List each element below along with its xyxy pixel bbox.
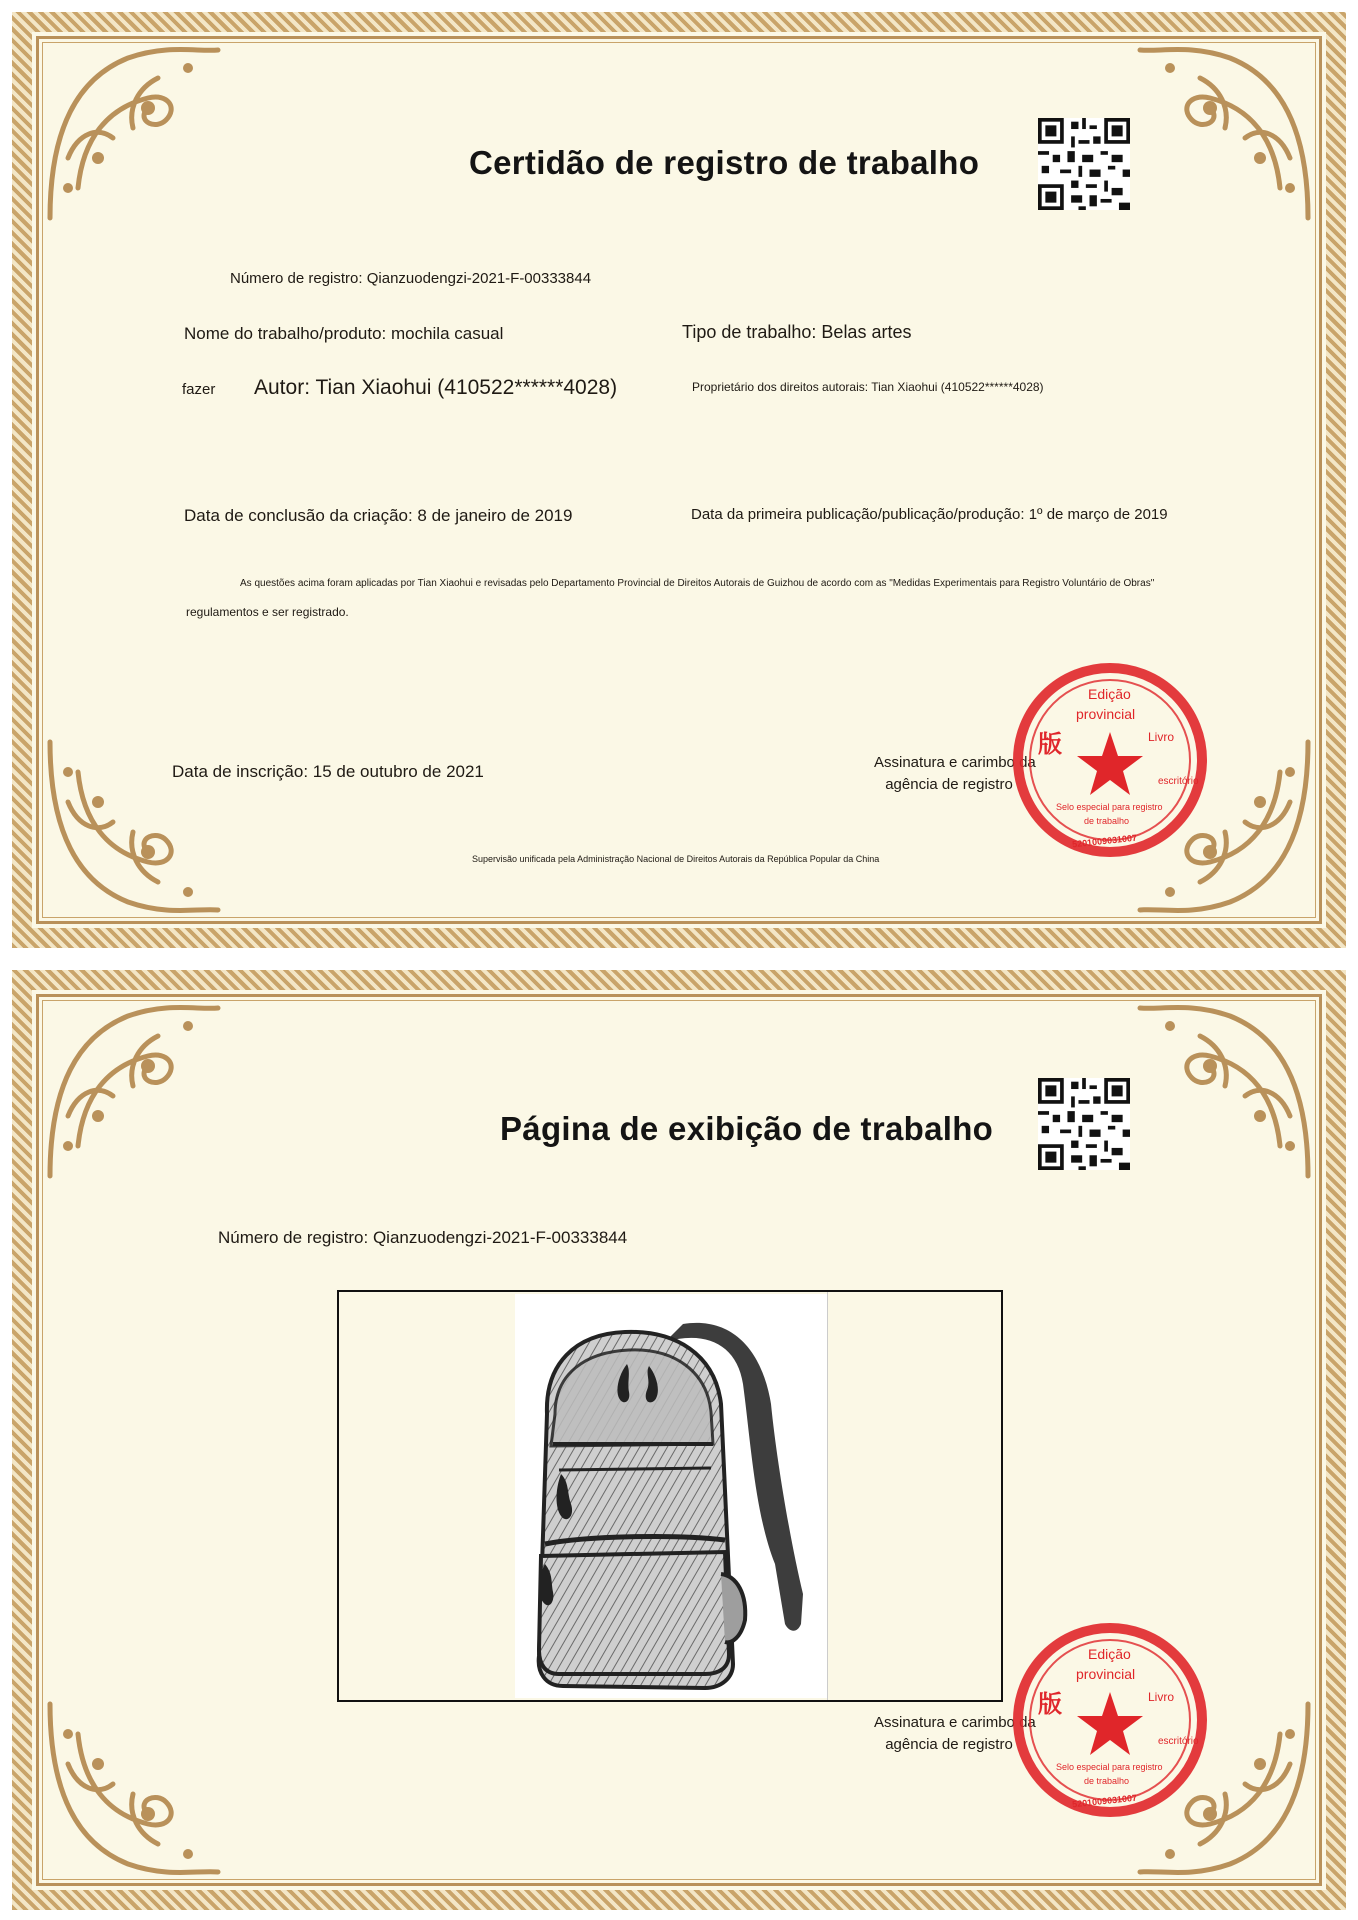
image-divider xyxy=(827,1292,828,1700)
work-image xyxy=(515,1294,827,1698)
seal-text-office: escritório xyxy=(1158,1736,1199,1747)
backpack-sketch-icon xyxy=(515,1294,827,1698)
seal-glyph: 版 xyxy=(1038,1691,1062,1718)
make-label: fazer xyxy=(182,381,216,398)
corner-ornament-icon xyxy=(1130,38,1320,228)
registration-number: Número de registro: Qianzuodengzi-2021-F-00333844 xyxy=(230,270,592,287)
seal-serial: 5201009031007 xyxy=(1071,1792,1138,1810)
work-name: Nome do trabalho/produto: mochila casual xyxy=(184,324,504,343)
copyright-owner: Proprietário dos direitos autorais: Tian Xiaohui (410522******4028) xyxy=(692,380,1044,394)
corner-ornament-icon xyxy=(38,732,228,922)
seal-text-office: escritório xyxy=(1158,776,1199,787)
seal-text-book: Livro xyxy=(1148,730,1175,744)
corner-ornament-icon xyxy=(1130,996,1320,1186)
corner-ornament-icon xyxy=(38,38,228,228)
supervision-note: Supervisão unificada pela Administração Nacional de Direitos Autorais da República Popular da China xyxy=(472,854,880,864)
seal-text-purpose: Selo especial para registro xyxy=(1056,1762,1163,1772)
signature-label: Assinatura e carimbo da xyxy=(874,1714,1036,1731)
official-seal xyxy=(1010,660,1210,860)
registration-date: Data de inscrição: 15 de outubro de 2021 xyxy=(172,762,484,781)
work-type: Tipo de trabalho: Belas artes xyxy=(682,322,912,342)
registration-number: Número de registro: Qianzuodengzi-2021-F-00333844 xyxy=(218,1228,628,1247)
seal-serial: 5201009031007 xyxy=(1071,832,1138,850)
completion-date: Data de conclusão da criação: 8 de janeiro de 2019 xyxy=(184,506,573,525)
seal-text-purpose-line2: de trabalho xyxy=(1084,816,1130,826)
corner-ornament-icon xyxy=(38,996,228,1186)
seal-text-provincial: provincial xyxy=(1076,706,1136,722)
official-seal xyxy=(1010,1620,1210,1820)
signature-label-line2: agência de registro xyxy=(885,1736,1013,1753)
seal-text-provincial: provincial xyxy=(1076,1666,1136,1682)
registration-certificate xyxy=(12,12,1346,948)
first-publication-date: Data da primeira publicação/publicação/produção: 1º de março de 2019 xyxy=(691,506,1168,523)
author: Autor: Tian Xiaohui (410522******4028) xyxy=(254,376,618,399)
seal-text-edition: Edição xyxy=(1088,1646,1131,1662)
work-image-frame xyxy=(337,1290,1003,1702)
certificate-title: Certidão de registro de trabalho xyxy=(469,144,980,181)
corner-ornament-icon xyxy=(38,1694,228,1884)
seal-text-book: Livro xyxy=(1148,1690,1175,1704)
signature-label-line2: agência de registro xyxy=(885,776,1013,793)
seal-text-edition: Edição xyxy=(1088,686,1131,702)
seal-text-purpose: Selo especial para registro xyxy=(1056,802,1163,812)
statement-text-continued: regulamentos e ser registrado. xyxy=(186,605,349,619)
qr-code-icon xyxy=(1038,1078,1130,1170)
signature-label: Assinatura e carimbo da xyxy=(874,754,1036,771)
seal-text-purpose-line2: de trabalho xyxy=(1084,1776,1130,1786)
seal-glyph: 版 xyxy=(1038,731,1062,758)
statement-text: As questões acima foram aplicadas por Tian Xiaohui e revisadas pelo Departamento Provincial de Direitos Autorais de Guizhou de acordo com as "Medidas Experimentais para Registro Voluntário de Obras" xyxy=(240,578,1155,589)
display-page-title: Página de exibição de trabalho xyxy=(500,1110,994,1147)
work-display-page xyxy=(12,970,1346,1910)
qr-code-icon xyxy=(1038,118,1130,210)
